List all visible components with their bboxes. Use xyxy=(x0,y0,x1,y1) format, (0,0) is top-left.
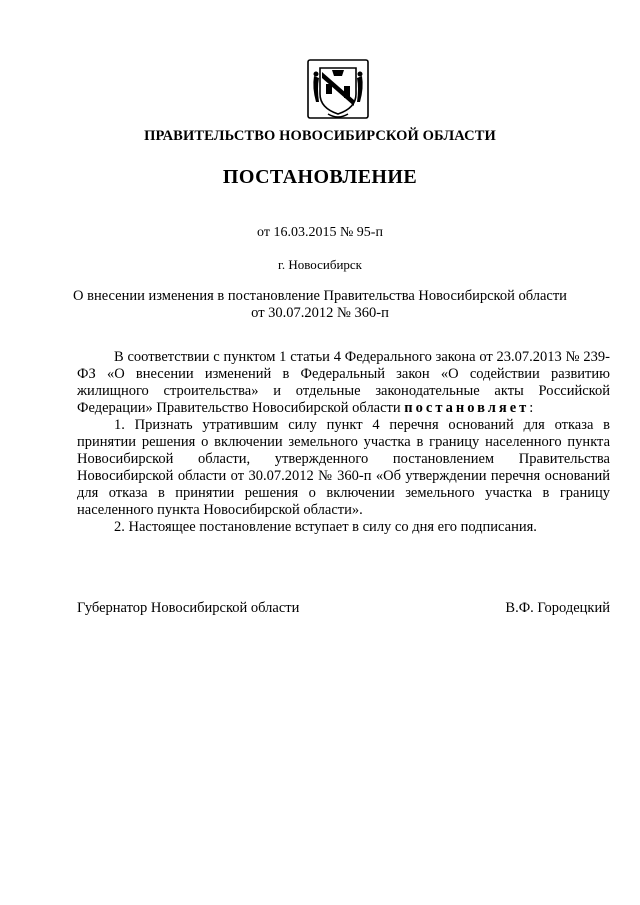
novosibirsk-coat-of-arms-icon xyxy=(306,58,370,120)
preamble-text: В соответствии с пунктом 1 статьи 4 Федерального закона от 23.07.2013 № 239-ФЗ «О внесении изменений в Федеральный закон «О содействии развитию жилищного строительства» и отдельные законодательные акты Российской Федерации» Правительство Новосибирской области xyxy=(77,349,610,416)
signatory-position: Губернатор Новосибирской области xyxy=(77,600,300,616)
document-type: ПОСТАНОВЛЕНИЕ xyxy=(222,166,418,188)
subject-line-1: О внесении изменения в постановление Правительства Новосибирской области xyxy=(73,288,567,304)
resolves-word: постановляет xyxy=(404,400,530,416)
subject-line-2: от 30.07.2012 № 360-п xyxy=(251,305,389,321)
preamble-paragraph xyxy=(77,349,610,417)
resolves-colon: : xyxy=(529,400,534,416)
document-body xyxy=(77,349,610,536)
item-2-paragraph: 2. Настоящее постановление вступает в силу со дня его подписания. xyxy=(114,519,537,535)
document-city: г. Новосибирск xyxy=(277,257,362,272)
document-date-number: от 16.03.2015 № 95-п xyxy=(257,225,383,240)
government-title: ПРАВИТЕЛЬСТВО НОВОСИБИРСКОЙ ОБЛАСТИ xyxy=(144,128,496,144)
document-subject xyxy=(0,288,640,322)
signatory-name: В.Ф. Городецкий xyxy=(505,600,610,616)
item-1-paragraph: 1. Признать утратившим силу пункт 4 перечня оснований для отказа в принятии решения о включении земельного участка в границу населенного пункта Новосибирской области, утвержденного постановлением Правительства Новосибирской области от 30.07.2012 № 360-п «Об утверждении перечня оснований для отказа в принятии решения о включении земельного участка в границу населенного пункта Новосибирской области». xyxy=(77,417,610,518)
signature-block xyxy=(77,600,610,617)
